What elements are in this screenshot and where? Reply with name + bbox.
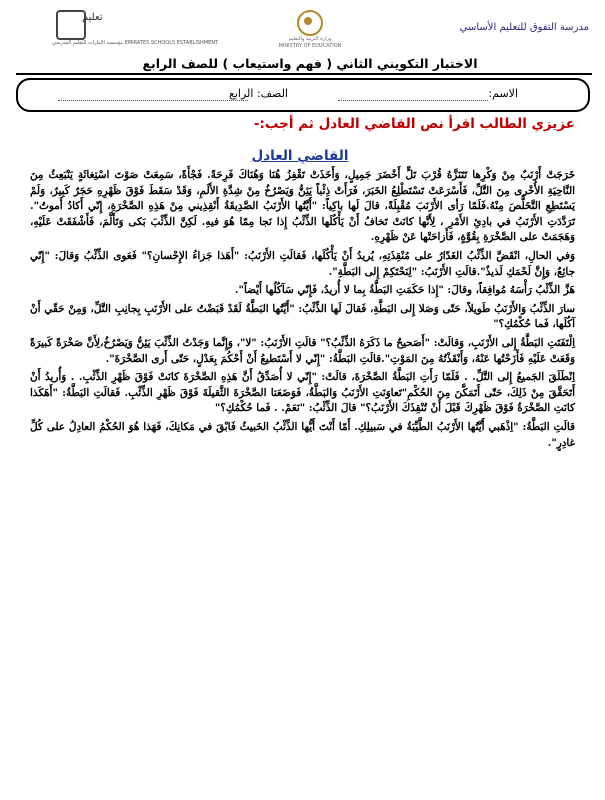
story-paragraph: وَفي الحالِ، انْقَضَّ الذِّئْبُ الغَدّارُ على مُنْقِذَتِهِ، يُريدُ أَنْ يَأْكُلَها، فَقالَتِ الأَرْنَبُ: "أَهَذا جَزاءُ الإِحْسانِ؟" فَعَوى الذِّئْبُ وَقالَ: "إِنّي جائِعٌ، وَإِنَّ لَحْمَكِ لَذيذٌ".قالَتِ الأَرْنَبُ: "لِنَحْتَكِمْ إِلى البَطَّةِ". [30,249,575,278]
school-name: مدرسة التفوق للتعليم الأساسي [459,22,589,33]
ese-logo-text: تعليم [82,12,103,23]
story-paragraph: قالَتِ البَطَّةُ: "اِذْهَبي أَيَّتُها الأَرْنَبُ الطَّيِّبَةُ في سَبيلِكِ. أَمّا أَنْتَ أَيُّها الذِّئْبُ الخَبيثُ فَابْقَ في مَكانِكَ، فَهَذا هُوَ الحُكْمُ العادِلُ على كُلِّ غادِرٍ". [30,420,575,449]
ministry-name-ar: وزارة التربية والتعليم [288,36,332,42]
name-label: الاسم: [488,87,518,100]
story-paragraph: سارَ الذِّئْبُ وَالأَرْنَبُ طَويلاً، حَتّى وَصَلا إِلى البَطَّةِ، فَقالَ لَها الذِّئْبُ: "أَيَّتُها البَطَّةُ لَقَدْ قَبَضْتُ على الأَرْنَبِ بِجانِبِ التَّلِّ، وَمِنْ حَقّي أَنْ آكُلَها، فَما حُكْمُكِ؟" [30,302,575,331]
class-label: الصف: الرابع [229,87,288,100]
class-dotted-line [58,88,248,101]
story-body [30,168,575,454]
ese-logo-subtitle: مؤسسة الإمارات للتعليم المدرسي EMIRATES SCHOOLS ESTABLISHMENT [52,40,219,46]
story-title [150,148,450,164]
ministry-name-en: MINISTRY OF EDUCATION [278,43,342,49]
story-paragraph: هَزَّ الذِّئْبُ رَأْسَهُ مُوافِقاً، وقالَ: "إِذا حَكَمَتِ البَطَّةُ بِما لا أُريدُ، فَإِنّي سَآكُلُها أَيْضاً". [234,284,575,297]
emblem-icon [297,10,323,36]
story-paragraph: اِنْطَلَقَ الجَميعُ إِلى التَّلِّ. . فَلَمّا رَأَتِ البَطَّةُ الصَّخْرَةَ، قالَتْ: "إِنّي لا أُصَدِّقُ أَنَّ هَذِهِ الصَّخْرَةَ كانَتْ فَوْقَ ظَهْرِ الذِّئْبِ. . وَأُريدُ أَنْ أَتَحَقَّقَ مِنْ ذَلِكَ، حَتّى أَتَمَكَّنَ مِنَ الحُكْمِ"تَعاوَنَتِ الأَرْنَبُ وَالبَطَّةُ، فَوَضَعَتا الصَّخْرَةَ الثَّقيلَةَ فَوْقَ ظَهْرِ الذِّئْبِ. فَقالَتِ البَطَّةُ: "أَهَكَذا كانَتِ الصَّخْرَةُ فَوْقَ ظَهْرِكَ قَبْلَ أَنْ تُنْقِذَكَ الأَرْنَبُ؟" قالَ الذِّئْبُ: "نَعَمْ. . فَما حُكْمُكِ؟" [30,371,575,415]
ministry-logo [265,10,355,50]
title-divider [16,73,592,75]
exam-title: الاختبار التكويني الثاني ( فهم واستيعاب ) للصف الرابع [142,56,478,71]
story-title-text: القاضي العادل [251,148,349,164]
instruction-text: عزيزي الطالب اقرأ نص القاضي العادل ثم أجب:- [253,116,575,132]
student-info-box [16,78,590,112]
story-paragraph: خَرَجَتْ أَرْنَبٌ مِنْ وَكْرِها تَتَنَزَّهُ قُرْبَ تَلٍّ أَخْضَرَ جَمِيلٍ، وَأَخَذَتْ تَقْفِزُ هُنَا وَهُنَاكَ فَرِحَةً. فَجْأَةً، سَمِعَتْ صَوْتَ اسْتِغاثَةٍ يَنْبَعِثُ مِنَ النَّاحِيَةِ الأُخْرى مِنَ التَّلِّ، فَأَسْرَعَتْ تَسْتَطْلِعُ الخَبَرَ، فَرَأَتْ ذِئْباً يَئِنُّ وَيَصْرُخُ مِنْ شِدَّةِ الأَلَمِ، وَقَدْ سَقَطَ فَوْقَ ظَهْرِهِ حَجَرٌ كَبِيرٌ، وَلَمْ يَسْتَطِعِ التَّخَلُّصَ مِنْهُ.فَلَمّا رَأى الأَرْنَبَ مُقْبِلَةً، قالَ لَها باكِياً: "أَيَّتُها الأَرْنَبُ الصَّدِيقَةُ أَنْقِذِيني مِنْ هَذِهِ الصَّخْرَةِ، إِنّي أَكادُ أَموتُ". تَرَدَّدَتِ الأَرْنَبُ في بادِئِ الأَمْرِ ، لِأَنَّها كانَتْ تَخافُ أَنْ يَأْكُلَها الذِّئْبُ إِذا نَجا مِمّا هُوَ فيهِ. لَكِنَّ الذِّئْبَ بَكى وَتَأَلَّمَ، فَأَشْفَقَتْ عَلَيْهِ، وَهَجَمَتْ على الصَّخْرَةِ بِقُوَّةٍ، فَأَزاحَتْها عَنْ ظَهْرِهِ. [30,169,575,244]
name-field[interactable] [338,88,488,101]
ese-logo [52,10,219,50]
story-paragraph: اِلْتَفَتَتِ البَطَّةُ إِلى الأَرْنَبِ، وَقالَتْ: "أَصَحيحٌ ما ذَكَرَهُ الذِّئْبُ؟" قالَتِ الأَرْنَبُ: "لا"، وَإِنَّما وَجَدْتُ الذِّئْبَ يَئِنُّ وَيَصْرُخُ،لِأَنَّ صَخْرَةً كَبيرَةً وَقَعَتْ عَلَيْهِ فَأَزَحْتُها عَنْهُ، وَأَنْقَذْتُهُ مِنَ المَوْتِ".قالَتِ البَطَّةُ: "إِنّي لا أَسْتَطيعُ أَنْ أَحْكُمَ بِعَدْلٍ، حَتّى أَرى الصَّخْرَةَ". [30,336,575,365]
